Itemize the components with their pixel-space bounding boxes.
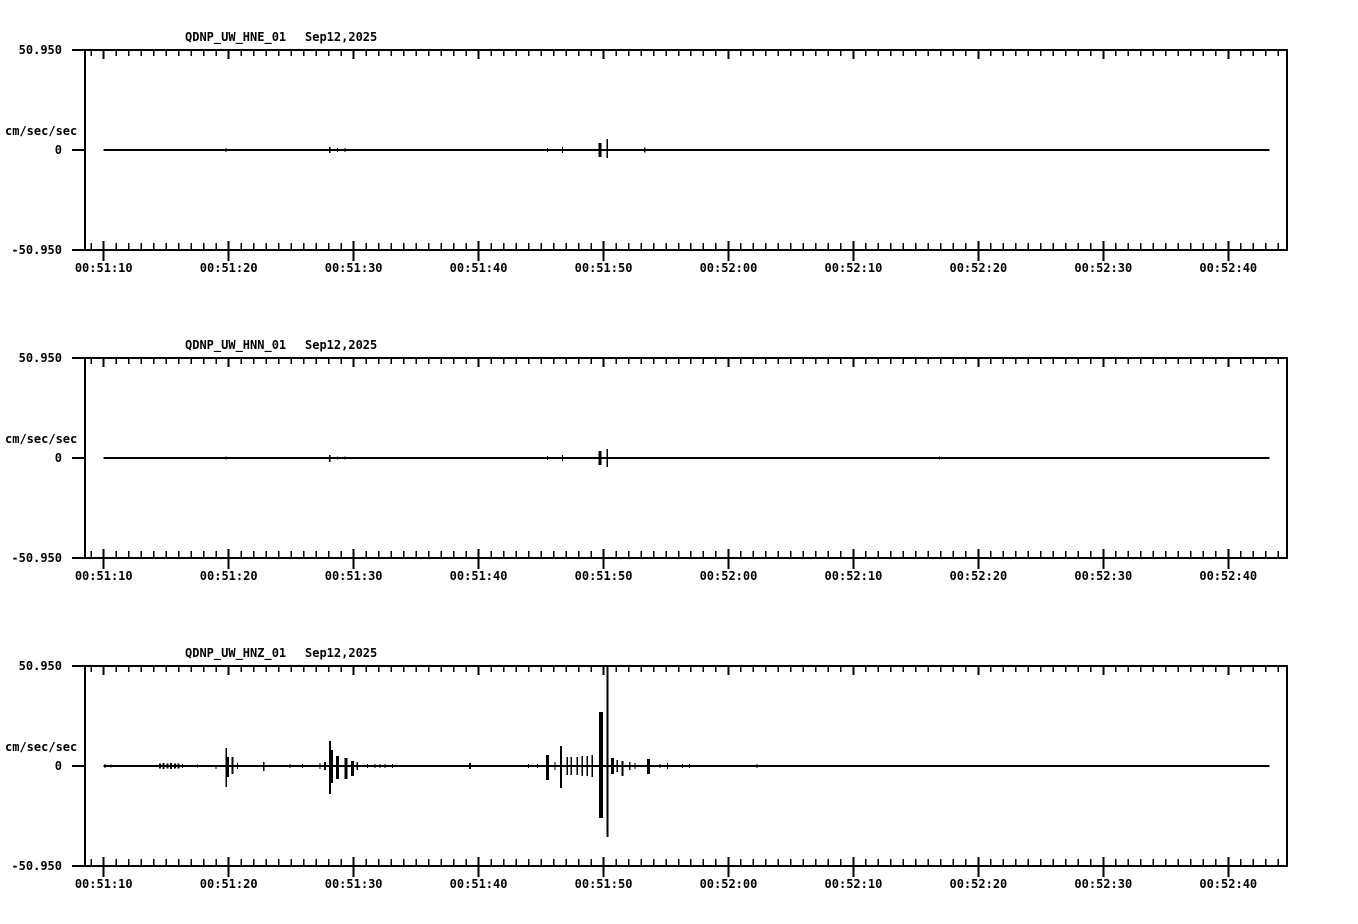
y-max-tick-label: 50.950 [18,659,62,673]
x-tick-label: 00:52:40 [1199,261,1258,275]
x-axis-major-ticks [104,666,1229,877]
x-tick-label: 00:52:20 [949,261,1008,275]
x-tick-label: 00:51:30 [324,569,383,583]
x-tick-label: 00:51:10 [74,569,133,583]
x-tick-label: 00:52:10 [824,877,883,891]
x-tick-label: 00:51:20 [199,569,258,583]
panel-hnn [0,308,1358,616]
x-tick-label: 00:52:20 [949,569,1008,583]
y-axis-unit-label: cm/sec/sec [5,124,78,138]
x-tick-label: 00:52:40 [1199,877,1258,891]
y-axis-ticks [72,50,85,250]
y-zero-tick-label: 0 [54,451,62,465]
station-channel-label: QDNP_UW_HNZ_01 [185,646,287,660]
x-tick-label: 00:52:00 [699,569,758,583]
y-axis-unit-label: cm/sec/sec [5,432,78,446]
x-tick-label: 00:51:50 [574,569,633,583]
x-tick-label: 00:52:10 [824,261,883,275]
y-axis-ticks [72,358,85,558]
x-axis-major-ticks [104,50,1229,261]
panel-hne [0,0,1358,308]
x-tick-label: 00:51:50 [574,877,633,891]
x-tick-label: 00:51:30 [324,261,383,275]
x-axis-major-ticks [104,358,1229,569]
x-tick-label: 00:52:00 [699,877,758,891]
x-tick-label: 00:51:40 [449,877,508,891]
station-channel-label: QDNP_UW_HNN_01 [185,338,287,352]
x-tick-label: 00:51:40 [449,261,508,275]
y-axis-ticks [72,666,85,866]
x-tick-label: 00:51:20 [199,261,258,275]
x-tick-label: 00:52:30 [1074,261,1133,275]
x-tick-label: 00:51:50 [574,261,633,275]
x-tick-label: 00:52:30 [1074,569,1133,583]
x-tick-label: 00:51:30 [324,877,383,891]
x-tick-label: 00:52:40 [1199,569,1258,583]
x-tick-label: 00:52:30 [1074,877,1133,891]
x-tick-label: 00:51:40 [449,569,508,583]
x-tick-label: 00:51:10 [74,261,133,275]
y-zero-tick-label: 0 [54,143,62,157]
station-channel-label: QDNP_UW_HNE_01 [185,30,287,44]
y-max-tick-label: 50.950 [18,351,62,365]
y-min-tick-label: -50.950 [11,243,62,257]
y-min-tick-label: -50.950 [11,859,62,873]
y-zero-tick-label: 0 [54,759,62,773]
date-label: Sep12,2025 [305,338,378,352]
panel-hnz [0,616,1358,924]
y-max-tick-label: 50.950 [18,43,62,57]
x-tick-label: 00:52:10 [824,569,883,583]
y-min-tick-label: -50.950 [11,551,62,565]
y-axis-unit-label: cm/sec/sec [5,740,78,754]
date-label: Sep12,2025 [305,30,378,44]
x-tick-label: 00:51:20 [199,877,258,891]
x-tick-label: 00:52:20 [949,877,1008,891]
x-tick-label: 00:51:10 [74,877,133,891]
x-tick-label: 00:52:00 [699,261,758,275]
date-label: Sep12,2025 [305,646,378,660]
